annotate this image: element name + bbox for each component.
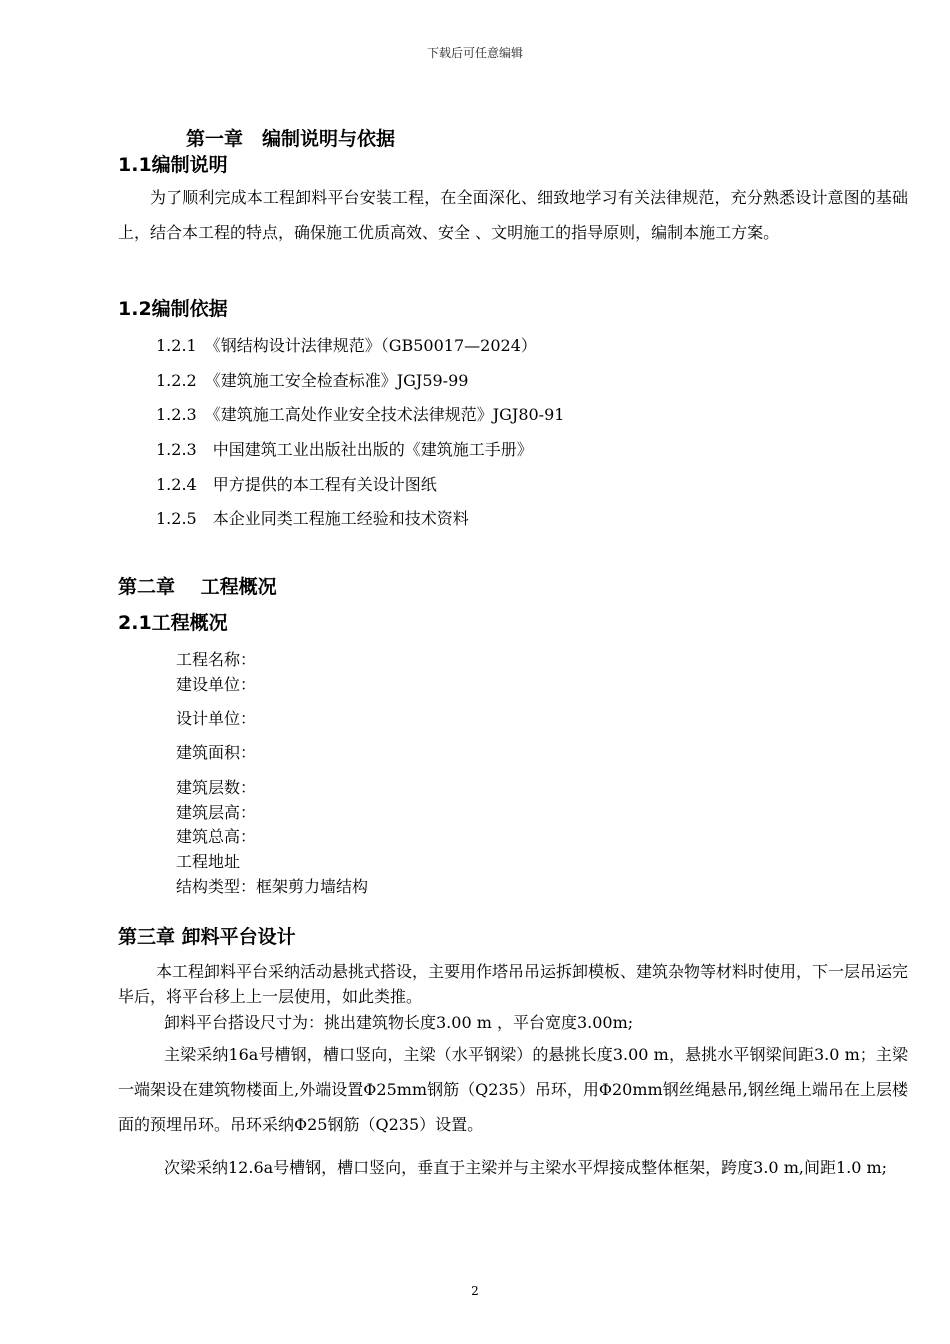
section-2-1-title: 2.1工程概况 (118, 612, 228, 634)
chapter-3-paragraph-1: 本工程卸料平台采纳活动悬挑式搭设，主要用作塔吊吊运拆卸模板、建筑杂物等材料时使用，下一层吊运完毕后，将平台移上上一层使用，如此类推。 (118, 962, 909, 1006)
page-number: 2 (471, 1284, 479, 1298)
reference-item: 1.2.3 《建筑施工高处作业安全技术法律规范》JGJ80-91 (156, 405, 565, 424)
chapter-3-paragraph-4: 次梁采纳12.6a号槽钢，槽口竖向，垂直于主梁并与主梁水平焊接成整体框架，跨度3.0 m,间距1.0 m; (164, 1158, 888, 1177)
project-field: 建设单位： (176, 675, 257, 694)
chapter-2-title: 第二章 工程概况 (118, 576, 277, 598)
project-field: 工程地址 (176, 852, 241, 871)
chapter-1-title: 第一章 编制说明与依据 (186, 128, 396, 150)
project-field: 设计单位： (176, 709, 257, 728)
page-header-note: 下载后可任意编辑 (426, 46, 523, 60)
section-1-1-title: 1.1编制说明 (118, 154, 228, 176)
project-field: 结构类型：框架剪力墙结构 (176, 877, 369, 896)
chapter-3-paragraph-3: 主梁采纳16a号槽钢，槽口竖向，主梁（水平钢梁）的悬挑长度3.00 m，悬挑水平钢梁间距3.0 m；主梁一端架设在建筑物楼面上,外端设置Φ25mm钢筋（Q235）吊环，用Φ20mm钢丝绳悬吊,钢丝绳上端吊在上层楼面的预埋吊环。吊环采纳Φ25钢筋（Q235）设置。 (118, 1045, 908, 1134)
project-field: 建筑总高： (176, 827, 257, 846)
project-field: 建筑面积： (176, 743, 257, 762)
reference-item: 1.2.1 《钢结构设计法律规范》（GB50017—2024） (156, 336, 537, 355)
project-field: 建筑层数： (176, 778, 257, 797)
section-1-2-title: 1.2编制依据 (118, 298, 228, 320)
reference-item: 1.2.3 中国建筑工业出版社出版的《建筑施工手册》 (156, 440, 533, 459)
project-field: 工程名称： (176, 650, 257, 669)
reference-item: 1.2.5 本企业同类工程施工经验和技术资料 (156, 509, 469, 528)
section-1-1-paragraph: 为了顺利完成本工程卸料平台安装工程，在全面深化、细致地学习有关法律规范，充分熟悉设计意图的基础上，结合本工程的特点，确保施工优质高效、安全 、文明施工的指导原则，编制本施工方案。 (118, 188, 908, 242)
chapter-3-paragraph-2: 卸料平台搭设尺寸为：挑出建筑物长度3.00 m ，平台宽度3.00m; (164, 1013, 634, 1032)
reference-item: 1.2.4 甲方提供的本工程有关设计图纸 (156, 475, 437, 494)
chapter-3-title: 第三章 卸料平台设计 (118, 926, 296, 948)
project-field: 建筑层高： (176, 803, 257, 822)
reference-item: 1.2.2 《建筑施工安全检查标准》JGJ59-99 (156, 371, 469, 390)
